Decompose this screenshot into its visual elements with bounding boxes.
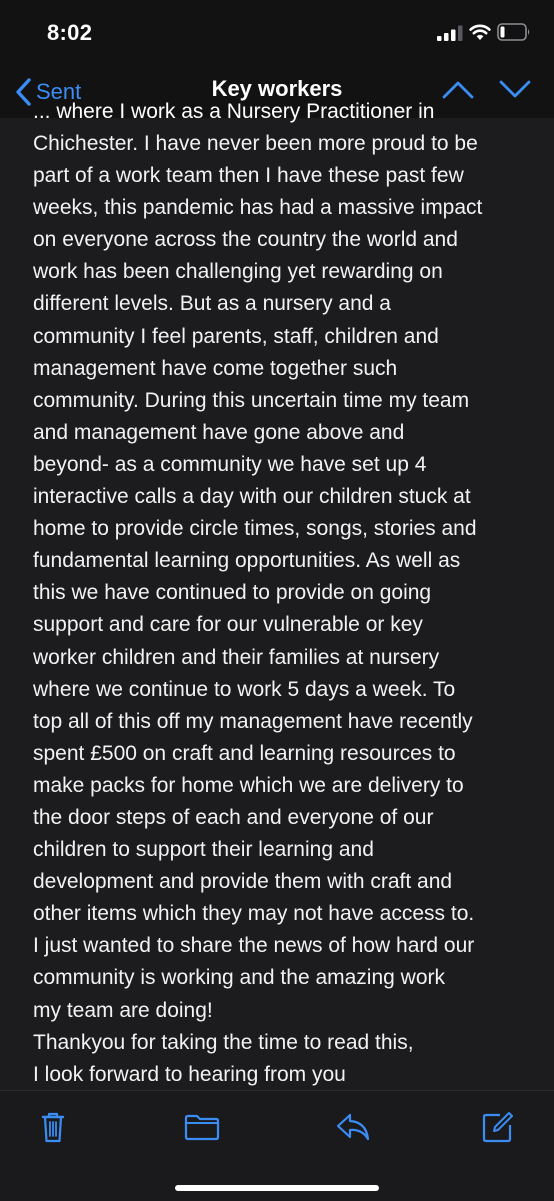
message-line: interactive calls a day with our children stuck at — [33, 485, 471, 509]
message-line: different levels. But as a nursery and a — [33, 292, 391, 316]
page-title: Key workers — [211, 76, 343, 101]
message-line: worker children and their families at nursery — [33, 645, 440, 669]
message-line: Chichester. I have never been more proud to be — [33, 132, 478, 155]
message-line: weeks, this pandemic has had a massive impact — [33, 196, 483, 220]
message-line: the door steps of each and everyone of our — [33, 805, 434, 829]
message-line: make packs for home which we are delivery to — [33, 773, 464, 797]
message-line: management have come together such — [33, 356, 398, 380]
message-line: community I feel parents, staff, children and — [33, 324, 439, 348]
message-line: I look forward to hearing from you — [33, 1062, 346, 1086]
message-line: this we have continued to provide on going — [33, 581, 432, 605]
message-line: support and care for our vulnerable or key — [33, 613, 423, 637]
message-line: part of a work team then I have these past few — [33, 164, 464, 188]
message-line: children to support their learning and — [33, 838, 374, 862]
back-label: Sent — [36, 79, 82, 104]
status-bar — [0, 0, 554, 66]
message-line: community. During this uncertain time my team — [33, 388, 470, 412]
message-line: on everyone across the country the world and — [33, 228, 458, 252]
reply-icon[interactable] — [335, 1109, 371, 1145]
message-line: and management have gone above and — [33, 420, 405, 444]
message-line: fundamental learning opportunities. As well as — [33, 549, 461, 573]
compose-icon[interactable] — [480, 1109, 516, 1145]
cellular-signal-icon — [437, 25, 463, 41]
trash-icon[interactable] — [35, 1109, 71, 1145]
message-line: top all of this off my management have recently — [33, 709, 473, 733]
message-text — [33, 128, 533, 1091]
message-line: where we continue to work 5 days a week. To — [33, 677, 456, 701]
message-line: spent £500 on craft and learning resources to — [33, 741, 456, 765]
message-line: work has been challenging yet rewarding on — [33, 260, 443, 284]
home-indicator — [175, 1185, 379, 1191]
message-body[interactable] — [0, 100, 554, 1090]
message-line: my team are doing! — [33, 998, 213, 1022]
message-line: community is working and the amazing work — [33, 966, 446, 990]
message-line: other items which they may not have access to. — [33, 902, 475, 926]
status-time: 8:02 — [47, 20, 93, 45]
message-line: Thankyou for taking the time to read this, — [33, 1030, 414, 1054]
message-line: beyond- as a community we have set up 4 — [33, 452, 427, 476]
folder-icon[interactable] — [184, 1109, 220, 1145]
battery-icon — [497, 23, 531, 41]
bottom-toolbar — [0, 1090, 554, 1201]
message-line: I just wanted to share the news of how hard our — [33, 934, 475, 958]
wifi-icon — [469, 23, 491, 41]
message-line: home to provide circle times, songs, stories and — [33, 517, 477, 541]
message-partial-line: ... where I work as a Nursery Practitioner in — [33, 100, 435, 123]
message-line: development and provide them with craft and — [33, 870, 453, 894]
